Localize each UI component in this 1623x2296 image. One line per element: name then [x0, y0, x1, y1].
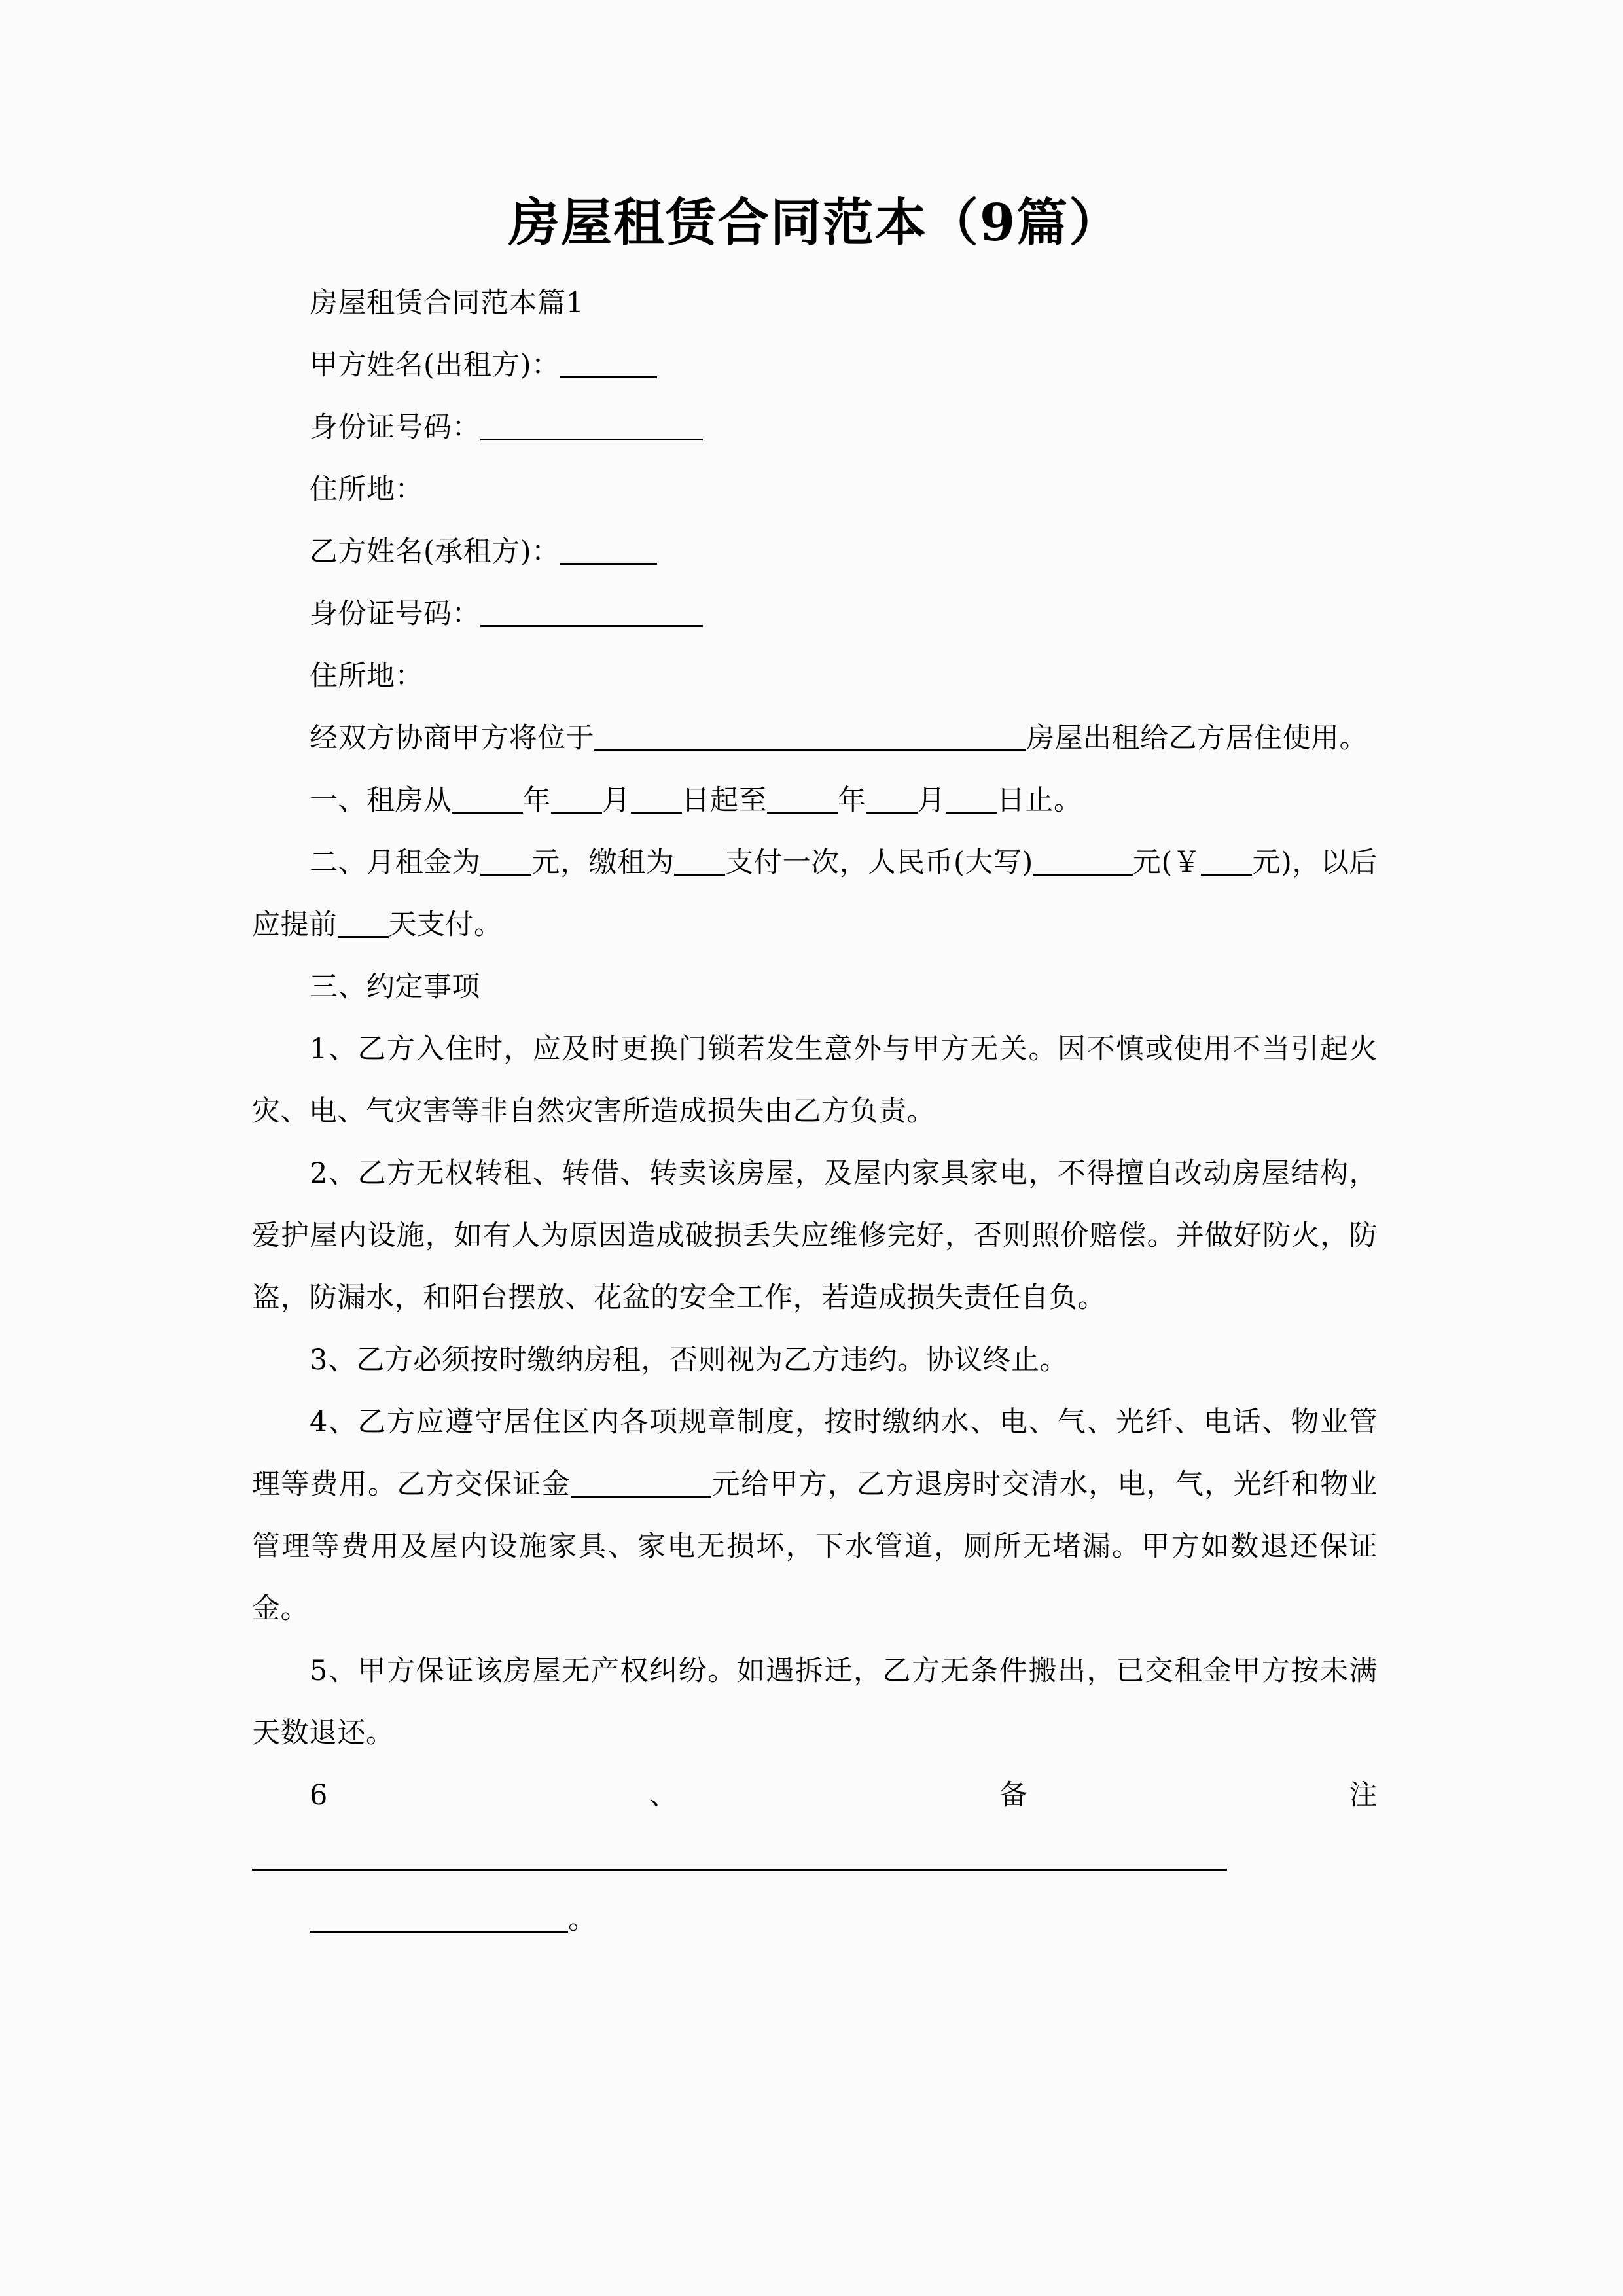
clause-1-seg-0: 租房从: [366, 783, 452, 817]
clause-2-number: 二、: [310, 846, 367, 879]
item-4-text-after: 元给甲方，乙方退房时交清水，电，气，光纤和物业管理等费用及屋内设施家具、家电无损坏，下水管道，厕所无堵漏。甲方如数退还保证金。: [252, 1467, 1378, 1625]
clause-2-seg-0: 月租金为: [366, 846, 481, 879]
item-4: [252, 1391, 1378, 1640]
start-month-blank[interactable]: [551, 789, 602, 814]
item-3-text: 乙方必须按时缴纳房租，否则视为乙方违约。协议终止。: [356, 1343, 1068, 1376]
clause-2-seg-2: 支付一次，人民币(大写): [725, 846, 1033, 879]
clause-1-seg-4: 年: [838, 783, 866, 817]
item-3: [252, 1329, 1378, 1391]
item-1-number: 1、: [310, 1032, 358, 1066]
item-4-number: 4、: [310, 1405, 358, 1439]
item-2-number: 2、: [310, 1157, 358, 1190]
tenant-id-row: [252, 583, 1378, 645]
clause-1-seg-6: 日止。: [997, 783, 1082, 817]
item-2-text: 乙方无权转租、转借、转卖该房屋，及屋内家具家电，不得擅自改动房屋结构，爱护屋内设施，如有人为原因造成破损丢失应维修完好，否则照价赔偿。并做好防火，防盗，防漏水，和阳台摆放、花盆的安全工作，若造成损失责任自负。: [252, 1157, 1378, 1314]
monthly-rent-blank[interactable]: [480, 852, 531, 876]
item-3-number: 3、: [310, 1343, 357, 1376]
item-5-number: 5、: [310, 1654, 358, 1687]
property-address-blank[interactable]: [594, 727, 1026, 751]
item-6-label: 备注: [999, 1778, 1378, 1812]
item-6-period: 。: [568, 1903, 597, 1936]
item-5: [252, 1640, 1378, 1765]
clause-1: [252, 770, 1378, 832]
clause-2: [252, 832, 1378, 956]
clause-2-seg-5: 天支付。: [388, 908, 503, 941]
start-year-blank[interactable]: [452, 789, 523, 814]
clause-1-seg-2: 月: [602, 783, 631, 817]
preamble-text-after: 房屋出租给乙方居住使用。: [1026, 721, 1368, 755]
tenant-name-blank[interactable]: [560, 541, 657, 565]
remarks-blank-line-2[interactable]: [310, 1909, 568, 1933]
landlord-name-row: [252, 334, 1378, 397]
section-heading: 房屋租赁合同范本篇1: [310, 286, 584, 319]
rent-in-words-blank[interactable]: [1033, 852, 1133, 876]
rent-in-figures-blank[interactable]: [1201, 852, 1252, 876]
item-1-text: 乙方入住时，应及时更换门锁若发生意外与甲方无关。因不慎或使用不当引起火灾、电、气灾害等非自然灾害所造成损失由乙方负责。: [252, 1032, 1378, 1128]
clause-3-title: 约定事项: [366, 970, 480, 1003]
landlord-id-blank[interactable]: [480, 416, 703, 440]
clause-2-seg-4: 元)，以后应提前: [252, 846, 1378, 941]
payment-period-blank[interactable]: [674, 852, 725, 876]
start-day-blank[interactable]: [631, 789, 682, 814]
item-6-number: 6、: [310, 1778, 999, 1812]
item-4-text-before: 乙方应遵守居住区内各项规章制度，按时缴纳水、电、气、光纤、电话、物业管理等费用。乙方交保证金: [252, 1405, 1378, 1501]
clause-1-seg-3: 日起至: [681, 783, 767, 817]
advance-days-blank[interactable]: [338, 914, 389, 938]
remarks-blank-line-1[interactable]: [252, 1846, 1227, 1871]
item-6-continuation: [252, 1889, 1378, 1951]
clause-1-seg-1: 年: [522, 783, 551, 817]
clause-3-heading: [252, 956, 1378, 1018]
clause-3-number: 三、: [310, 970, 366, 1003]
clause-1-seg-5: 月: [917, 783, 946, 817]
tenant-name-label: 乙方姓名(承租方)：: [310, 535, 560, 568]
landlord-name-blank[interactable]: [560, 354, 657, 378]
end-day-blank[interactable]: [946, 789, 997, 814]
preamble-text-before: 经双方协商甲方将位于: [310, 721, 594, 755]
end-year-blank[interactable]: [767, 789, 838, 814]
document-content: [252, 0, 1378, 1951]
deposit-amount-blank[interactable]: [571, 1473, 711, 1498]
end-month-blank[interactable]: [866, 789, 918, 814]
tenant-id-blank[interactable]: [480, 603, 703, 627]
preamble-paragraph: [252, 708, 1378, 770]
clause-1-number: 一、: [310, 783, 366, 817]
clause-2-seg-1: 元，缴租为: [531, 846, 675, 879]
landlord-address-label: 住所地：: [310, 473, 423, 506]
item-1: [252, 1018, 1378, 1143]
item-6: [252, 1765, 1378, 1889]
tenant-address-label: 住所地：: [310, 659, 423, 692]
tenant-id-label: 身份证号码：: [310, 597, 480, 630]
item-5-text: 甲方保证该房屋无产权纠纷。如遇拆迁，乙方无条件搬出，已交租金甲方按未满天数退还。: [252, 1654, 1378, 1749]
clause-2-seg-3: 元(￥: [1132, 846, 1202, 879]
page-title: 房屋租赁合同范本（9篇）: [508, 193, 1122, 253]
landlord-id-row: [252, 397, 1378, 459]
item-2: [252, 1143, 1378, 1329]
tenant-address-row: [252, 645, 1378, 708]
landlord-id-label: 身份证号码：: [310, 410, 480, 444]
tenant-name-row: [252, 521, 1378, 583]
landlord-name-label: 甲方姓名(出租方)：: [310, 348, 560, 382]
landlord-address-row: [252, 459, 1378, 521]
